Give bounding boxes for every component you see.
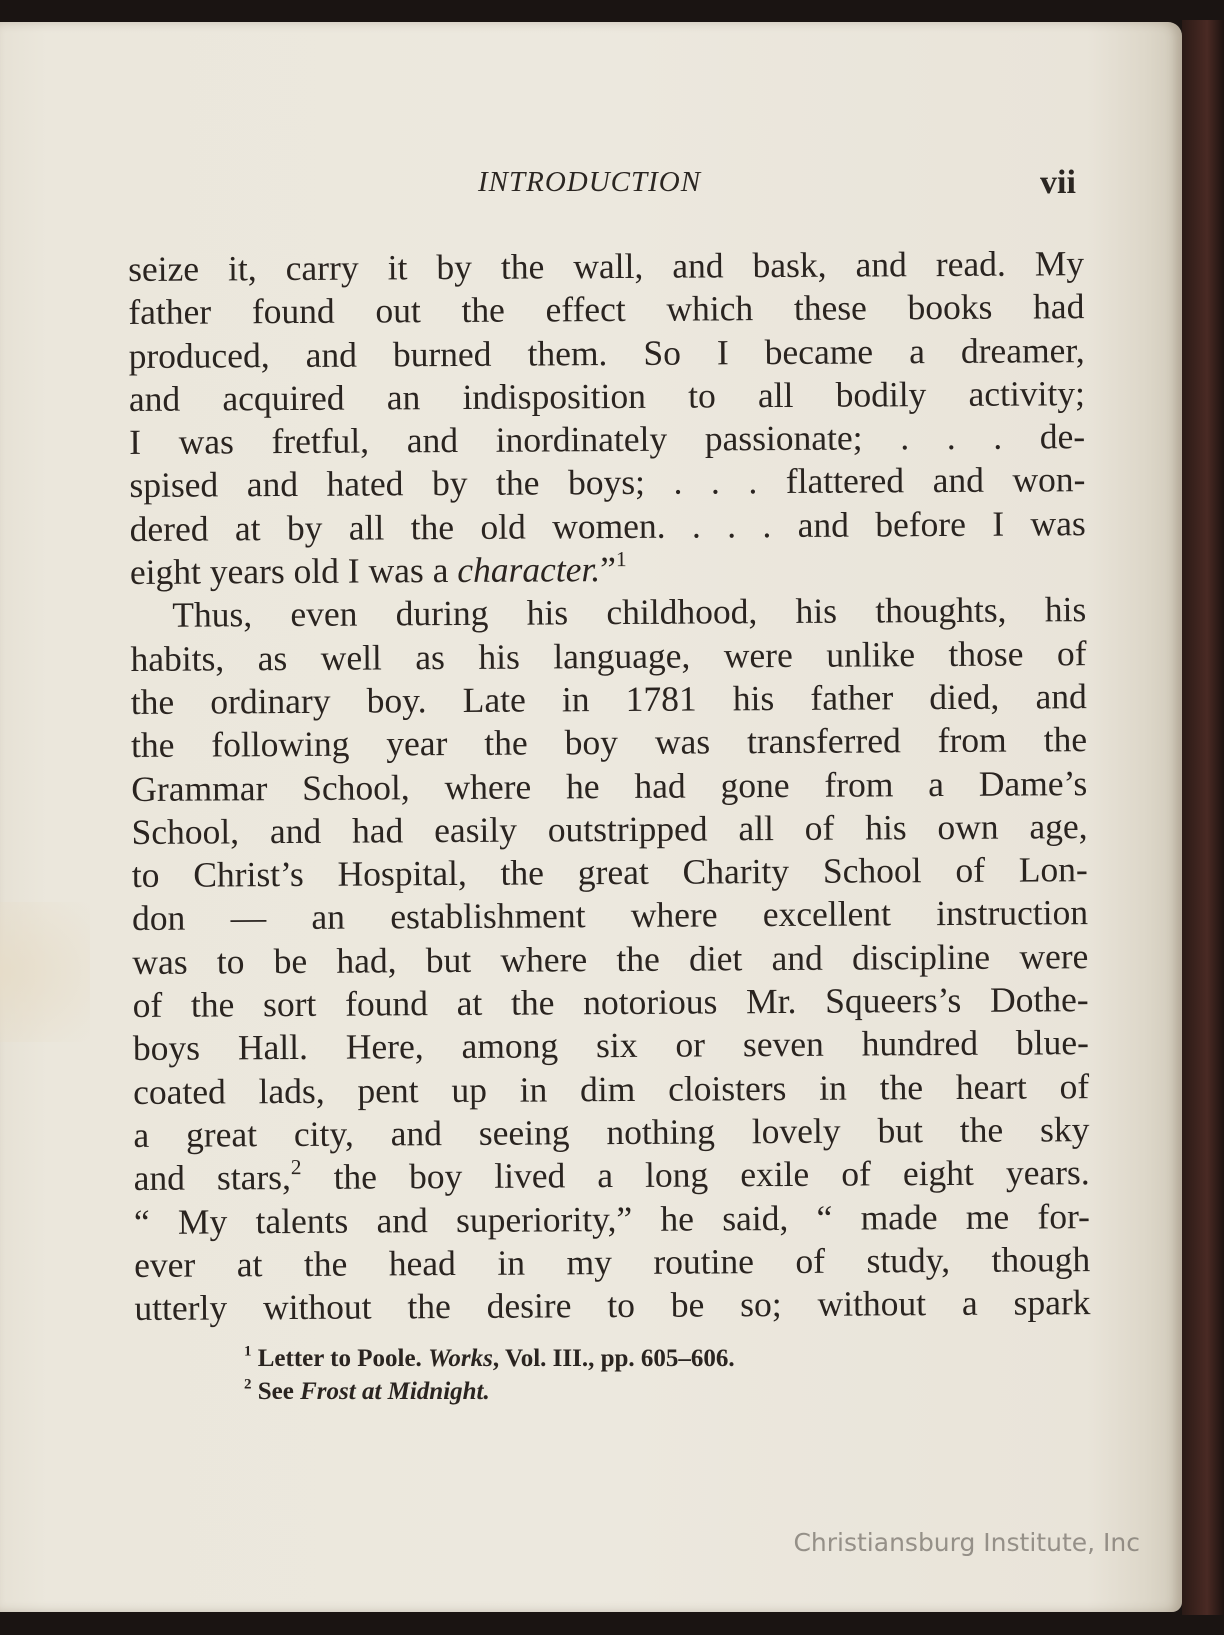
- closing-quote: ”: [600, 549, 617, 590]
- text-line: ever at the head in my routine of study, though: [134, 1238, 1091, 1285]
- italic-word: character.: [457, 549, 601, 591]
- text-line: Thus, even during his childhood, his thoughts, his: [172, 589, 1087, 636]
- text-fragment: the boy lived a long exile of eight years.: [301, 1152, 1090, 1198]
- text-line: habits, as well as his language, were unlike those of: [130, 632, 1087, 679]
- footnote-text: , Vol. III., pp. 605–606.: [492, 1345, 735, 1372]
- book-cover-edge: [1182, 20, 1224, 1615]
- footnote-italic: Frost at Midnight.: [300, 1378, 490, 1405]
- footnotes: [244, 1342, 964, 1408]
- text-line: seize it, carry it by the wall, and bask, and read. My: [128, 243, 1085, 289]
- footnote-mark: 2: [244, 1376, 252, 1393]
- footnote-mark: 1: [244, 1343, 252, 1360]
- text-line: “ My talents and superiority,” he said, “ made me for-: [133, 1195, 1091, 1242]
- footnote-text: Letter to Poole.: [251, 1345, 429, 1372]
- text-line: spised and hated by the boys; . . . flattered and won-: [129, 459, 1086, 506]
- text-line: I was fretful, and inordinately passionate; . . . de-: [129, 416, 1086, 463]
- footnote-ref-1: 1: [615, 547, 627, 572]
- text-line: the following year the boy was transferred from the: [130, 719, 1088, 766]
- text-line: boys Hall. Here, among six or seven hundred blue-: [132, 1022, 1089, 1069]
- paper-stain: [0, 902, 90, 1042]
- text-line: of the sort found at the notorious Mr. Squeers’s Dothe-: [132, 979, 1089, 1026]
- text-line: dered at by all the old women. . . . and before I was: [129, 502, 1086, 549]
- text-line: Grammar School, where he had gone from a Dame’s: [131, 762, 1088, 809]
- text-line: was to be had, but where the diet and discipline were: [132, 935, 1089, 982]
- text-line: to Christ’s Hospital, the great Charity School of Lon-: [131, 849, 1088, 896]
- footnote-italic: Works: [428, 1345, 493, 1372]
- text-line: [134, 1151, 1090, 1200]
- page-header: [0, 166, 1182, 206]
- text-line: coated lads, pent up in dim cloisters in the heart of: [133, 1065, 1090, 1112]
- text-fragment: eight years old I was a: [129, 550, 458, 593]
- text-line: [130, 545, 1086, 594]
- page-number: vii: [1040, 164, 1076, 201]
- running-head: INTRODUCTION: [478, 166, 702, 198]
- text-line: and acquired an indisposition to all bodily activity;: [128, 373, 1086, 419]
- text-line: School, and had easily outstripped all of his own age,: [131, 806, 1088, 852]
- footnote-1: [244, 1342, 964, 1375]
- text-fragment: and stars,: [133, 1157, 292, 1199]
- body-text: [128, 242, 1091, 1330]
- text-line: don — an establishment where excellent instruction: [131, 892, 1089, 939]
- text-line: father found out the effect which these books had: [128, 286, 1085, 333]
- watermark: Christiansburg Institute, Inc: [793, 1528, 1140, 1557]
- text-line: a great city, and seeing nothing lovely but the sky: [133, 1109, 1090, 1155]
- text-line: utterly without the desire to be so; without a spark: [134, 1282, 1091, 1329]
- footnote-text: See: [251, 1378, 301, 1405]
- text-line: the ordinary boy. Late in 1781 his father died, and: [130, 676, 1087, 722]
- footnote-2: [244, 1375, 964, 1408]
- text-line: produced, and burned them. So I became a dreamer,: [128, 329, 1085, 376]
- footnote-ref-2: 2: [290, 1155, 302, 1180]
